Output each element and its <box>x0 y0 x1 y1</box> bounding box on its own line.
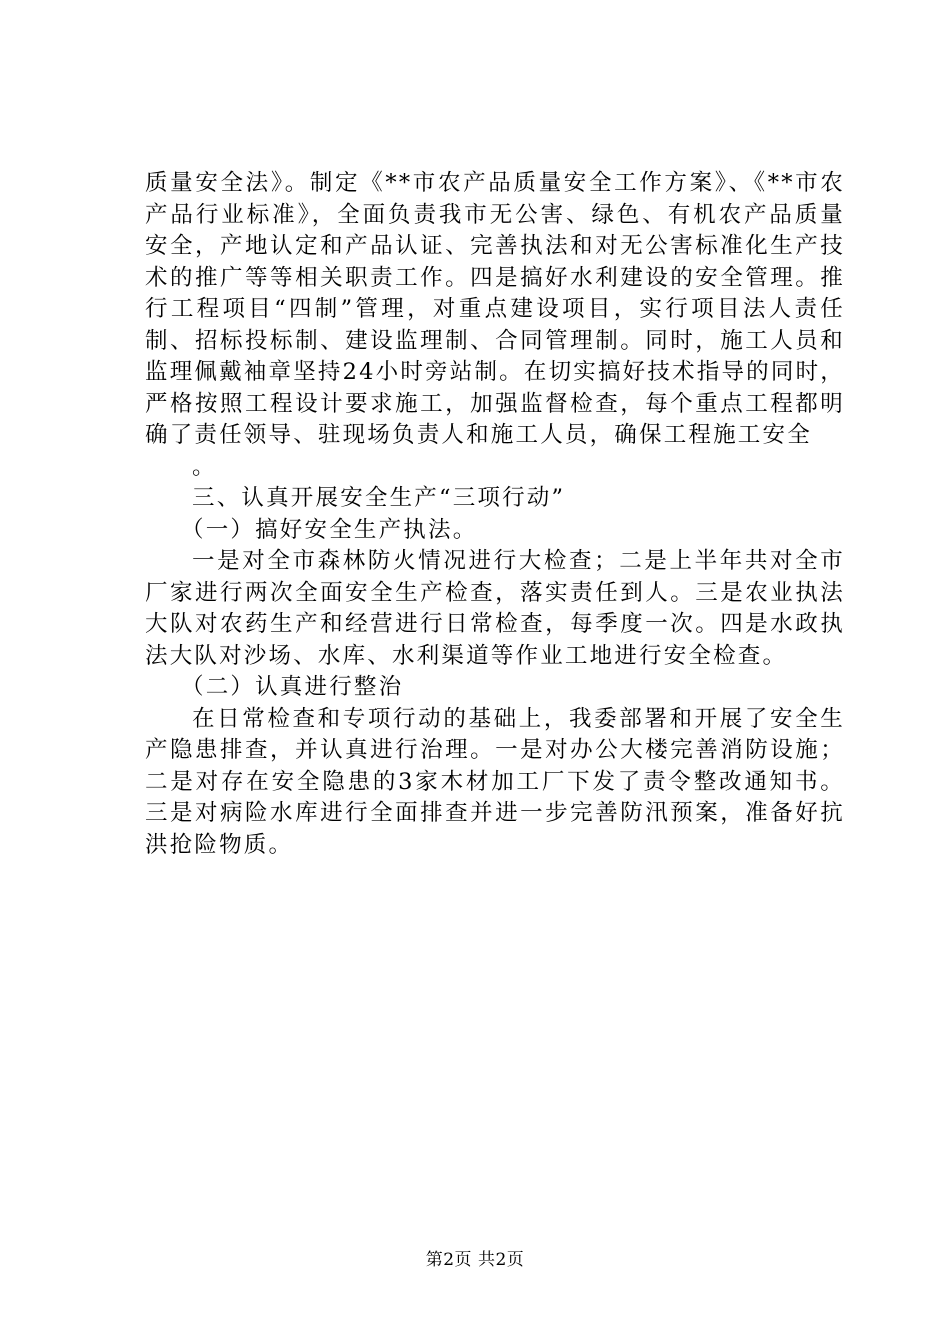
paragraph-rectification: 在日常检查和专项行动的基础上，我委部署和开展了安全生产隐患排查，并认真进行治理。一是对办公大楼完善消防设施；二是对存在安全隐患的3家木材加工厂下发了责令整改通知书。三是对病险水库进行全面排查并进一步完善防汛预案，准备好抗洪抢险物质。 <box>145 705 845 858</box>
paragraph-period: 。 <box>192 453 217 480</box>
subheading-enforcement: （一）搞好安全生产执法。 <box>181 516 478 543</box>
subheading-rectification: （二）认真进行整治 <box>181 674 404 700</box>
section-heading-three: 三、认真开展安全生产“三项行动” <box>192 485 566 511</box>
paragraph-enforcement: 一是对全市森林防火情况进行大检查；二是上半年共对全市厂家进行两次全面安全生产检查，落实责任到人。三是农业执法大队对农药生产和经营进行日常检查，每季度一次。四是水政执法大队对沙场、水库、水利渠道等作业工地进行安全检查。 <box>145 548 845 669</box>
paragraph-continuation: 质量安全法》。制定《**市农产品质量安全工作方案》、《**市农产品行业标准》，全面负责我市无公害、绿色、有机农产品质量安全，产地认定和产品认证、完善执法和对无公害标准化生产技术的推广等等相关职责工作。四是搞好水利建设的安全管理。推行工程项目“四制”管理，对重点建设项目，实行项目法人责任制、招标投标制、建设监理制、合同管理制。同时，施工人员和监理佩戴袖章坚持24小时旁站制。在切实搞好技术指导的同时，严格按照工程设计要求施工，加强监督检查，每个重点工程都明确了责任领导、驻现场负责人和施工人员，确保工程施工安全 <box>145 170 845 448</box>
page-footer: 第2页 共2页 <box>425 1250 525 1270</box>
document-body <box>145 168 845 861</box>
